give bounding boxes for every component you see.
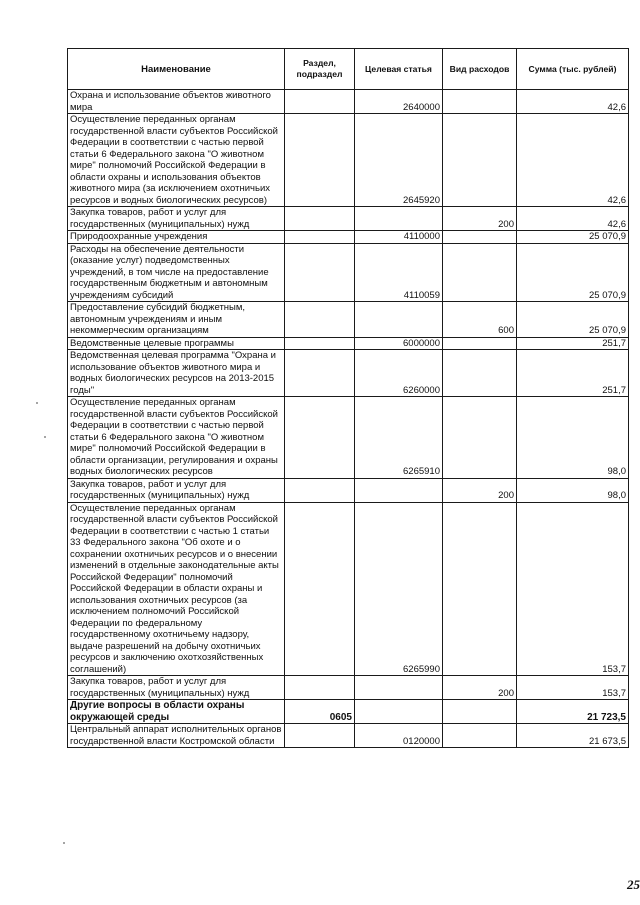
row-section <box>285 90 355 114</box>
row-expense-type <box>443 114 517 207</box>
row-name: Закупка товаров, работ и услуг для государственных (муниципальных) нужд <box>68 207 285 231</box>
row-name: Охрана и использование объектов животного мира <box>68 90 285 114</box>
header-sum: Сумма (тыс. рублей) <box>517 49 629 90</box>
row-expense-type <box>443 337 517 350</box>
scan-speck <box>63 842 65 844</box>
row-sum: 25 070,9 <box>517 231 629 244</box>
row-article: 0120000 <box>355 724 443 748</box>
row-sum: 25 070,9 <box>517 243 629 302</box>
row-sum: 98,0 <box>517 478 629 502</box>
header-section: Раздел, подраздел <box>285 49 355 90</box>
row-expense-type <box>443 502 517 676</box>
row-section <box>285 478 355 502</box>
row-expense-type <box>443 231 517 244</box>
header-expense-type: Вид расходов <box>443 49 517 90</box>
row-section: 0605 <box>285 700 355 724</box>
row-sum: 21 673,5 <box>517 724 629 748</box>
table-row <box>68 350 629 397</box>
row-name: Ведомственные целевые программы <box>68 337 285 350</box>
table-row <box>68 700 629 724</box>
row-article <box>355 676 443 700</box>
row-expense-type <box>443 724 517 748</box>
row-sum: 42,6 <box>517 90 629 114</box>
row-name: Природоохранные учреждения <box>68 231 285 244</box>
table-row <box>68 397 629 479</box>
table-row <box>68 337 629 350</box>
row-article: 4110059 <box>355 243 443 302</box>
row-expense-type <box>443 243 517 302</box>
row-section <box>285 676 355 700</box>
row-name: Предоставление субсидий бюджетным, автономным учреждениям и иным некоммерческим организациям <box>68 302 285 338</box>
row-article: 6265990 <box>355 502 443 676</box>
row-expense-type: 200 <box>443 478 517 502</box>
row-article <box>355 302 443 338</box>
row-sum: 251,7 <box>517 350 629 397</box>
table-row <box>68 207 629 231</box>
row-article <box>355 207 443 231</box>
row-article: 2645920 <box>355 114 443 207</box>
row-section <box>285 302 355 338</box>
row-name: Закупка товаров, работ и услуг для государственных (муниципальных) нужд <box>68 676 285 700</box>
row-name: Ведомственная целевая программа "Охрана и использование объектов животного мира и водных биологических ресурсов на 2013-2015 годы" <box>68 350 285 397</box>
row-expense-type: 200 <box>443 676 517 700</box>
table-row <box>68 302 629 338</box>
scan-speck <box>36 402 38 404</box>
table-row <box>68 676 629 700</box>
row-sum: 98,0 <box>517 397 629 479</box>
header-name: Наименование <box>68 49 285 90</box>
row-expense-type <box>443 90 517 114</box>
row-section <box>285 231 355 244</box>
row-article: 6000000 <box>355 337 443 350</box>
row-expense-type: 200 <box>443 207 517 231</box>
row-article: 4110000 <box>355 231 443 244</box>
row-name: Центральный аппарат исполнительных органов государственной власти Костромской области <box>68 724 285 748</box>
row-sum: 25 070,9 <box>517 302 629 338</box>
row-name: Осуществление переданных органам государственной власти субъектов Российской Федерации в соответствии с частью 1 статьи 33 Федерального закона "Об охоте и о сохранении охотничьих ресурсов и о внесении изменений в отдельные законодательные акты Российской Федерации" полномочий Российской Федерации в области охраны и использования охотничьих ресурсов (за исключением полномочий Российской Федерации по федеральному государственному охотничьему надзору, выдаче разрешений на добычу охотничьих ресурсов и заключению охотхозяйственных соглашений) <box>68 502 285 676</box>
row-name: Другие вопросы в области охраны окружающей среды <box>68 700 285 724</box>
table-header-row <box>68 49 629 90</box>
budget-table <box>67 48 629 748</box>
table-row <box>68 502 629 676</box>
row-sum: 251,7 <box>517 337 629 350</box>
row-article: 2640000 <box>355 90 443 114</box>
row-expense-type: 600 <box>443 302 517 338</box>
table-row <box>68 90 629 114</box>
row-sum: 153,7 <box>517 502 629 676</box>
row-expense-type <box>443 700 517 724</box>
row-section <box>285 337 355 350</box>
table-row <box>68 724 629 748</box>
row-name: Осуществление переданных органам государственной власти субъектов Российской Федерации в соответствии с частью первой статьи 6 Федерального закона "О животном мире" полномочий Российской Федерации в области организации, регулирования и охраны водных биологических ресурсов <box>68 397 285 479</box>
row-section <box>285 114 355 207</box>
table-body <box>68 90 629 748</box>
row-sum: 21 723,5 <box>517 700 629 724</box>
table-row <box>68 231 629 244</box>
row-name: Расходы на обеспечение деятельности (оказание услуг) подведомственных учреждений, в том числе на предоставление государственным бюджетным и автономным учреждениям субсидий <box>68 243 285 302</box>
scan-speck <box>44 436 46 438</box>
table-row <box>68 478 629 502</box>
table-row <box>68 114 629 207</box>
table-row <box>68 243 629 302</box>
page-number: 25 <box>627 877 640 892</box>
header-article: Целевая статья <box>355 49 443 90</box>
row-article: 6260000 <box>355 350 443 397</box>
row-sum: 42,6 <box>517 207 629 231</box>
row-article <box>355 700 443 724</box>
row-name: Закупка товаров, работ и услуг для государственных (муниципальных) нужд <box>68 478 285 502</box>
row-section <box>285 502 355 676</box>
row-sum: 153,7 <box>517 676 629 700</box>
row-section <box>285 397 355 479</box>
row-expense-type <box>443 350 517 397</box>
row-section <box>285 724 355 748</box>
row-sum: 42,6 <box>517 114 629 207</box>
row-name: Осуществление переданных органам государственной власти субъектов Российской Федерации в соответствии с частью первой статьи 6 Федерального закона "О животном мире" полномочий Российской Федерации в области охраны и использования объектов животного мира (за исключением охотничьих ресурсов и водных биологических ресурсов) <box>68 114 285 207</box>
row-section <box>285 207 355 231</box>
row-section <box>285 243 355 302</box>
row-article <box>355 478 443 502</box>
row-expense-type <box>443 397 517 479</box>
row-article: 6265910 <box>355 397 443 479</box>
row-section <box>285 350 355 397</box>
